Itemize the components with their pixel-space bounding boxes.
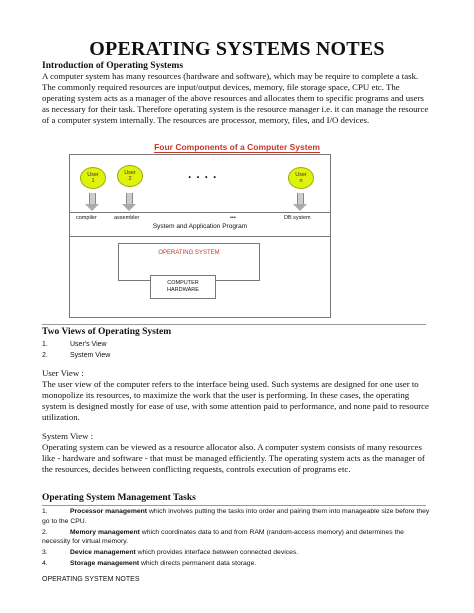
programs-layer xyxy=(70,212,330,237)
user-2-circle xyxy=(117,165,143,187)
system-view-label: System View : xyxy=(42,431,94,441)
task-description: which directs permanent data storage. xyxy=(139,559,257,567)
list-item-number: 2. xyxy=(42,352,48,359)
task-name: Device management xyxy=(70,549,136,557)
hardware-line1: COMPUTER xyxy=(167,280,199,286)
task-description: which provides interface between connected devices. xyxy=(135,549,299,557)
task-name: Storage management xyxy=(70,559,140,567)
intro-paragraph: A computer system has many resources (hardware and software), which may be require to complete a task. The commonly required resources are input/output devices, memory, file storage space, CPU etc. The operating system acts as a manager of the above resources and allocates them to specific programs and users as necessary for their task. Therefore operating system is the resource manager i.e. it can manage the resource of a computer system internally. The resources are processor, memory, files, and I/O devices. xyxy=(42,71,429,125)
user-1-circle xyxy=(80,167,106,189)
list-item-number: 4. xyxy=(42,559,48,567)
user-n-line2: n xyxy=(299,178,303,184)
list-item-text: User's View xyxy=(70,341,107,348)
user-1-line2: 1 xyxy=(91,178,95,184)
divider xyxy=(42,505,426,506)
page-title: OPERATING SYSTEMS NOTES xyxy=(89,38,385,60)
task-description: which involves putting the tasks into order and pairing them into manageable size before they go to the CPU. xyxy=(42,508,430,525)
tasks-heading: Operating System Management Tasks xyxy=(42,493,196,503)
system-view-paragraph: Operating system can be viewed as a resource allocator also. A computer system consists of many resources like - hardware and software - that must be managed efficiently. The operating system acts as the manager of the resources, decides between conflicting requests, controls execution of programs etc. xyxy=(42,442,425,474)
list-item xyxy=(42,528,432,548)
divider xyxy=(42,324,426,325)
tasks-list xyxy=(42,507,432,570)
os-label: OPERATING SYSTEM xyxy=(158,250,220,256)
list-item-number: 2. xyxy=(42,528,48,536)
user-2-line1: User xyxy=(124,170,136,176)
computer-system-diagram xyxy=(69,154,331,318)
tool-db-system: DB system xyxy=(284,215,311,221)
two-views-list xyxy=(42,339,432,361)
tool-compiler: compiler xyxy=(76,215,97,221)
list-item xyxy=(42,350,432,361)
diagram-title xyxy=(0,142,474,152)
user-2-line2: 2 xyxy=(128,176,132,182)
task-name: Processor management xyxy=(70,508,148,515)
list-item-number: 1. xyxy=(42,341,48,348)
list-item-number: 1. xyxy=(42,508,48,515)
tool-assembler: assembler xyxy=(114,215,140,221)
user-1-line1: User xyxy=(87,172,99,178)
list-item xyxy=(42,559,432,569)
list-item-text: System View xyxy=(70,352,111,359)
user-n-circle xyxy=(288,167,314,189)
hardware-layer xyxy=(150,275,216,299)
user-n-line1: User xyxy=(295,172,307,178)
programs-label: System and Application Program xyxy=(152,223,248,230)
list-item xyxy=(42,548,432,558)
arrow-down-icon xyxy=(89,193,96,205)
user-view-paragraph: The user view of the computer refers to the interface being used. Such systems are designed for one user to monopolize its resources, to maximize the work that the user is performing. In these cases, the operating system is designed mostly for ease of use, with some attention paid to performance, and none paid to resource utilization. xyxy=(42,379,429,422)
page-footer: OPERATING SYSTEM NOTES xyxy=(42,576,140,583)
user-view-label: User View : xyxy=(42,368,84,378)
hardware-line2: HARDWARE xyxy=(167,287,199,293)
intro-heading: Introduction of Operating Systems xyxy=(42,61,184,71)
task-description: which coordinates data to and from RAM (random-access memory) and determines the necessity for virtual memory. xyxy=(42,528,404,546)
tool-ellipsis: ••• xyxy=(230,215,236,221)
list-item-number: 3. xyxy=(42,549,48,557)
arrow-down-icon xyxy=(297,193,304,205)
diagram-title-text: Four Components of a Computer System xyxy=(154,142,320,152)
users-ellipsis: .... xyxy=(188,167,222,181)
task-name: Memory management xyxy=(70,528,140,536)
list-item xyxy=(42,339,432,350)
arrow-down-icon xyxy=(126,193,133,205)
list-item xyxy=(42,507,432,527)
two-views-heading: Two Views of Operating System xyxy=(42,327,172,337)
